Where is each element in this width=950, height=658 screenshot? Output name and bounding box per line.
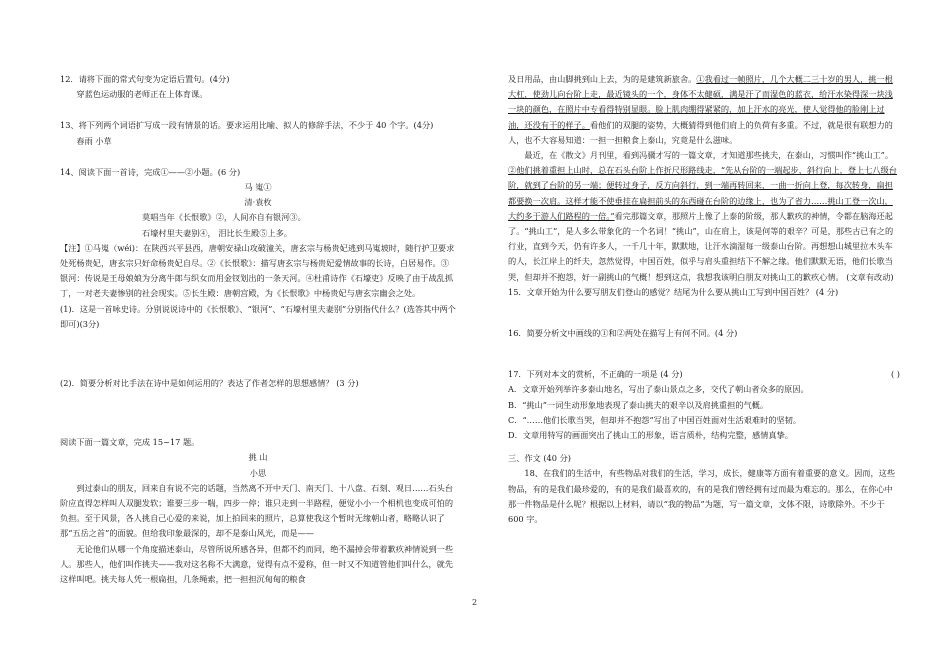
poem-author: 清·袁枚 <box>244 197 272 208</box>
article-p3-text-2: 看完那篇文章，那照片上像了上泰的阶级，那人歉疚的神情，令都在脑海还起了。“挑山工”，是人多么带象化的一个名词！“挑山”，山在肩上，该是何等的艰辛？可是，那些古已有之的行业，直到今天，仍有许多人，一千几十年，默默地，让汗水滴湿每一级泰山台阶。再想想山城里拉木头车的人，长江岸上的纤夫，忽然觉得，中国百姓，似乎与肩头重担结下不解之缘。他们默默无语，他们长歌当哭，但却并不抱怨，好一副挑山的气概！想到这点，我想我该明白朋友对挑山工的歉疚心情。 (文章有改动) <box>508 210 894 282</box>
q12-sentence: 穿蓝色运动服的老师正在上体育课。 <box>76 89 208 100</box>
article-paragraph-3 <box>508 148 900 285</box>
q14-sub1: (1)．这是一首咏史诗。分别说说诗中的《长恨歌》、“银河”、“石壕村里夫妻别”分别指代什么？(选答其中两个即可)(3分) <box>60 303 456 329</box>
q14-sub2: (2)．简要分析对比手法在诗中是如何运用的？表达了作者怎样的思想感情？ (3 分) <box>60 378 359 389</box>
reading-intro: 阅读下面一篇文章，完成 15~17 题。 <box>60 437 200 448</box>
q17-option-b: B．“挑山”一词生动形象地表现了泰山挑夫的艰辛以及肩挑重担的气概。 <box>508 399 769 410</box>
poem-title: 马 嵬① <box>244 182 272 193</box>
q13-words: 春雨 小草 <box>76 135 112 146</box>
q13-title: 13、将下列两个词语扩写成一段有情景的话。要求运用比喻、拟人的修辞手法，不少于 40 个字。(4分) <box>60 120 434 131</box>
page-number: 2 <box>472 598 478 607</box>
poem-line-1: 莫唱当年《长恨歌》②，人间亦自有银河③。 <box>142 212 306 223</box>
q17-title-text: 17．下列对本文的赏析，不正确的一项是 (4 分) <box>508 369 683 380</box>
q14-title: 14、阅读下面一首诗，完成①——②小题。(6 分) <box>60 166 241 177</box>
article-paragraph-2: 无论他们从哪一个角度描述泰山，尽管所说所感各异，但都不约而同，绝不漏掉会带着歉疚神情说到一些人。那些人，他们叫作挑夫——我对这名称不大满意，觉得有点不爱称，但一时又不知道管他们叫什么，就先这样叫吧。挑夫每人凭一根扁担，几条绳索，把一担担沉甸甸的粮食 <box>60 543 454 585</box>
article-cont-text-2: 看他们的双腿的姿势，大概猜得到他们肩上的负荷有多重。不过，就是很有联想力的人，也不大容易知道：一担一担粮食上泰山，究竟是什么滋味。 <box>508 119 893 145</box>
q17-option-a: A．文章开始列举许多泰山地名，写出了泰山景点之多，交代了朝山者众多的原因。 <box>508 384 809 395</box>
article-cont-text: 及日用品，由山脚挑到山上去，为的是建筑新旅舍。 <box>508 74 697 84</box>
right-column <box>508 72 900 527</box>
poem-line-2: 石壕村里夫妻别④， 泪比长生殿⑤上多。 <box>142 227 292 238</box>
poem-note: 【注】①马嵬（wéi)：在陕西兴平县西，唐朝安禄山攻破潼关，唐玄宗与杨贵妃逃到马嵬坡时，随行护卫要求处死杨贵妃，唐玄宗只好命杨贵妃自尽。②《长恨歌》：描写唐玄宗与杨贵妃爱情故事的长诗，白居易作。③银河：传说是王母娘娘为分离牛郎与织女而用金钗划出的一条天河。④杜甫诗作《石壕吏》反映了由于战乱抓丁，一对老夫妻惨别的社会现实。⑤长生殿：唐朝宫殿，为《长恨歌》中杨贵妃与唐玄宗幽会之处。 <box>60 242 455 299</box>
q18-prompt: 18、在我们的生活中，有些物品对我们的生活，学习，成长，健康等方面有着重要的意义。因而，这些物品，有的是我们最珍爱的，有的是我们最喜欢的，有的是我们曾经拥有过而最为难忘的。那么，在你心中那一件物品是什么呢？根据以上材料，请以“我的物品”为题，写一篇文章，文体不限，诗歌除外。不少于 600 字。 <box>508 468 896 525</box>
q17-title <box>508 367 900 382</box>
q16-title: 16．简要分析文中画线的①和②两处在描写上有何不同。(4 分) <box>508 328 738 339</box>
section-3-heading: 三、作文 (40 分) <box>508 453 571 464</box>
q12-title: 12．请将下面的常式句变为定语后置句。(4分) <box>60 74 230 84</box>
article-continuation <box>508 72 900 148</box>
underlined-passage-2: ②他们挑着重担上山时，总在石头台阶上作折尺形路线走，“先从台阶的一端起步，斜行向上，登上七八级台阶，就到了台阶的另一端；便转过身子，反方向斜行，到一端再转回来，一曲一折向上登，每次转身，扁担都要换一次肩。这样才能不使垂挂在扁担前头的东西碰在台阶的边缘上，也为了省力……挑山工登一次山，大约多于游人们路程的一倍。” <box>508 165 897 221</box>
article-author: 小思 <box>249 467 267 478</box>
article-title: 挑 山 <box>248 452 268 463</box>
q17-answer-bracket: ( ) <box>891 369 900 380</box>
underlined-passage-1: ①我看过一帧照片，几个大概二三十岁的男人，挑一根大杠，使劲儿向台阶上走，最近镜头的一个，身体不太健硕，满是汗了而湿色的蓝衣，给汗水染得深一块浅一块的颜色，在照片中专看得特别显眼。脸上肌肉绷得紧紧的，加上汗水的亮光，使人觉得他的脸刚上过油，还没有干的样子。 <box>508 74 893 130</box>
article-p3-text: 最近，在《散文》月刊里，看到冯骥才写的一篇文章，才知道那些挑夫，在泰山，习惯叫作“挑山工”。 <box>524 150 894 161</box>
q17-option-c: C．“……他们长歌当哭，但却并不抱怨”写出了中国百姓面对生活艰难时的坚韧。 <box>508 414 802 425</box>
left-column <box>60 72 456 587</box>
q17-option-d: D．文章用特写的画面突出了挑山工的形象，语言质朴，结构完整，感情真挚。 <box>508 430 793 441</box>
article-paragraph-1: 到过泰山的朋友，回来自有说不完的话题，当然离不开中天门、南天门、十八盘、石刻、观日……石头台阶应直得怎样叫人双腿发软；谁要三步一喘，四步一停；谁只走到一半路程，便觉小小一个相机也变成可怕的负担。至于风景，各人挑自己心爱的来说，加上拍回来的照片，总算使我这个暂时无缘朝山者，略略认识了那“五岳之首”的面貌。但给我印象最深的，却不是泰山风光，而是—— <box>60 482 454 539</box>
q15-title: 15．文章开始为什么要写朋友们登山的感觉？结尾为什么要从挑山工写到中国百姓？ (4 分) <box>508 286 839 297</box>
